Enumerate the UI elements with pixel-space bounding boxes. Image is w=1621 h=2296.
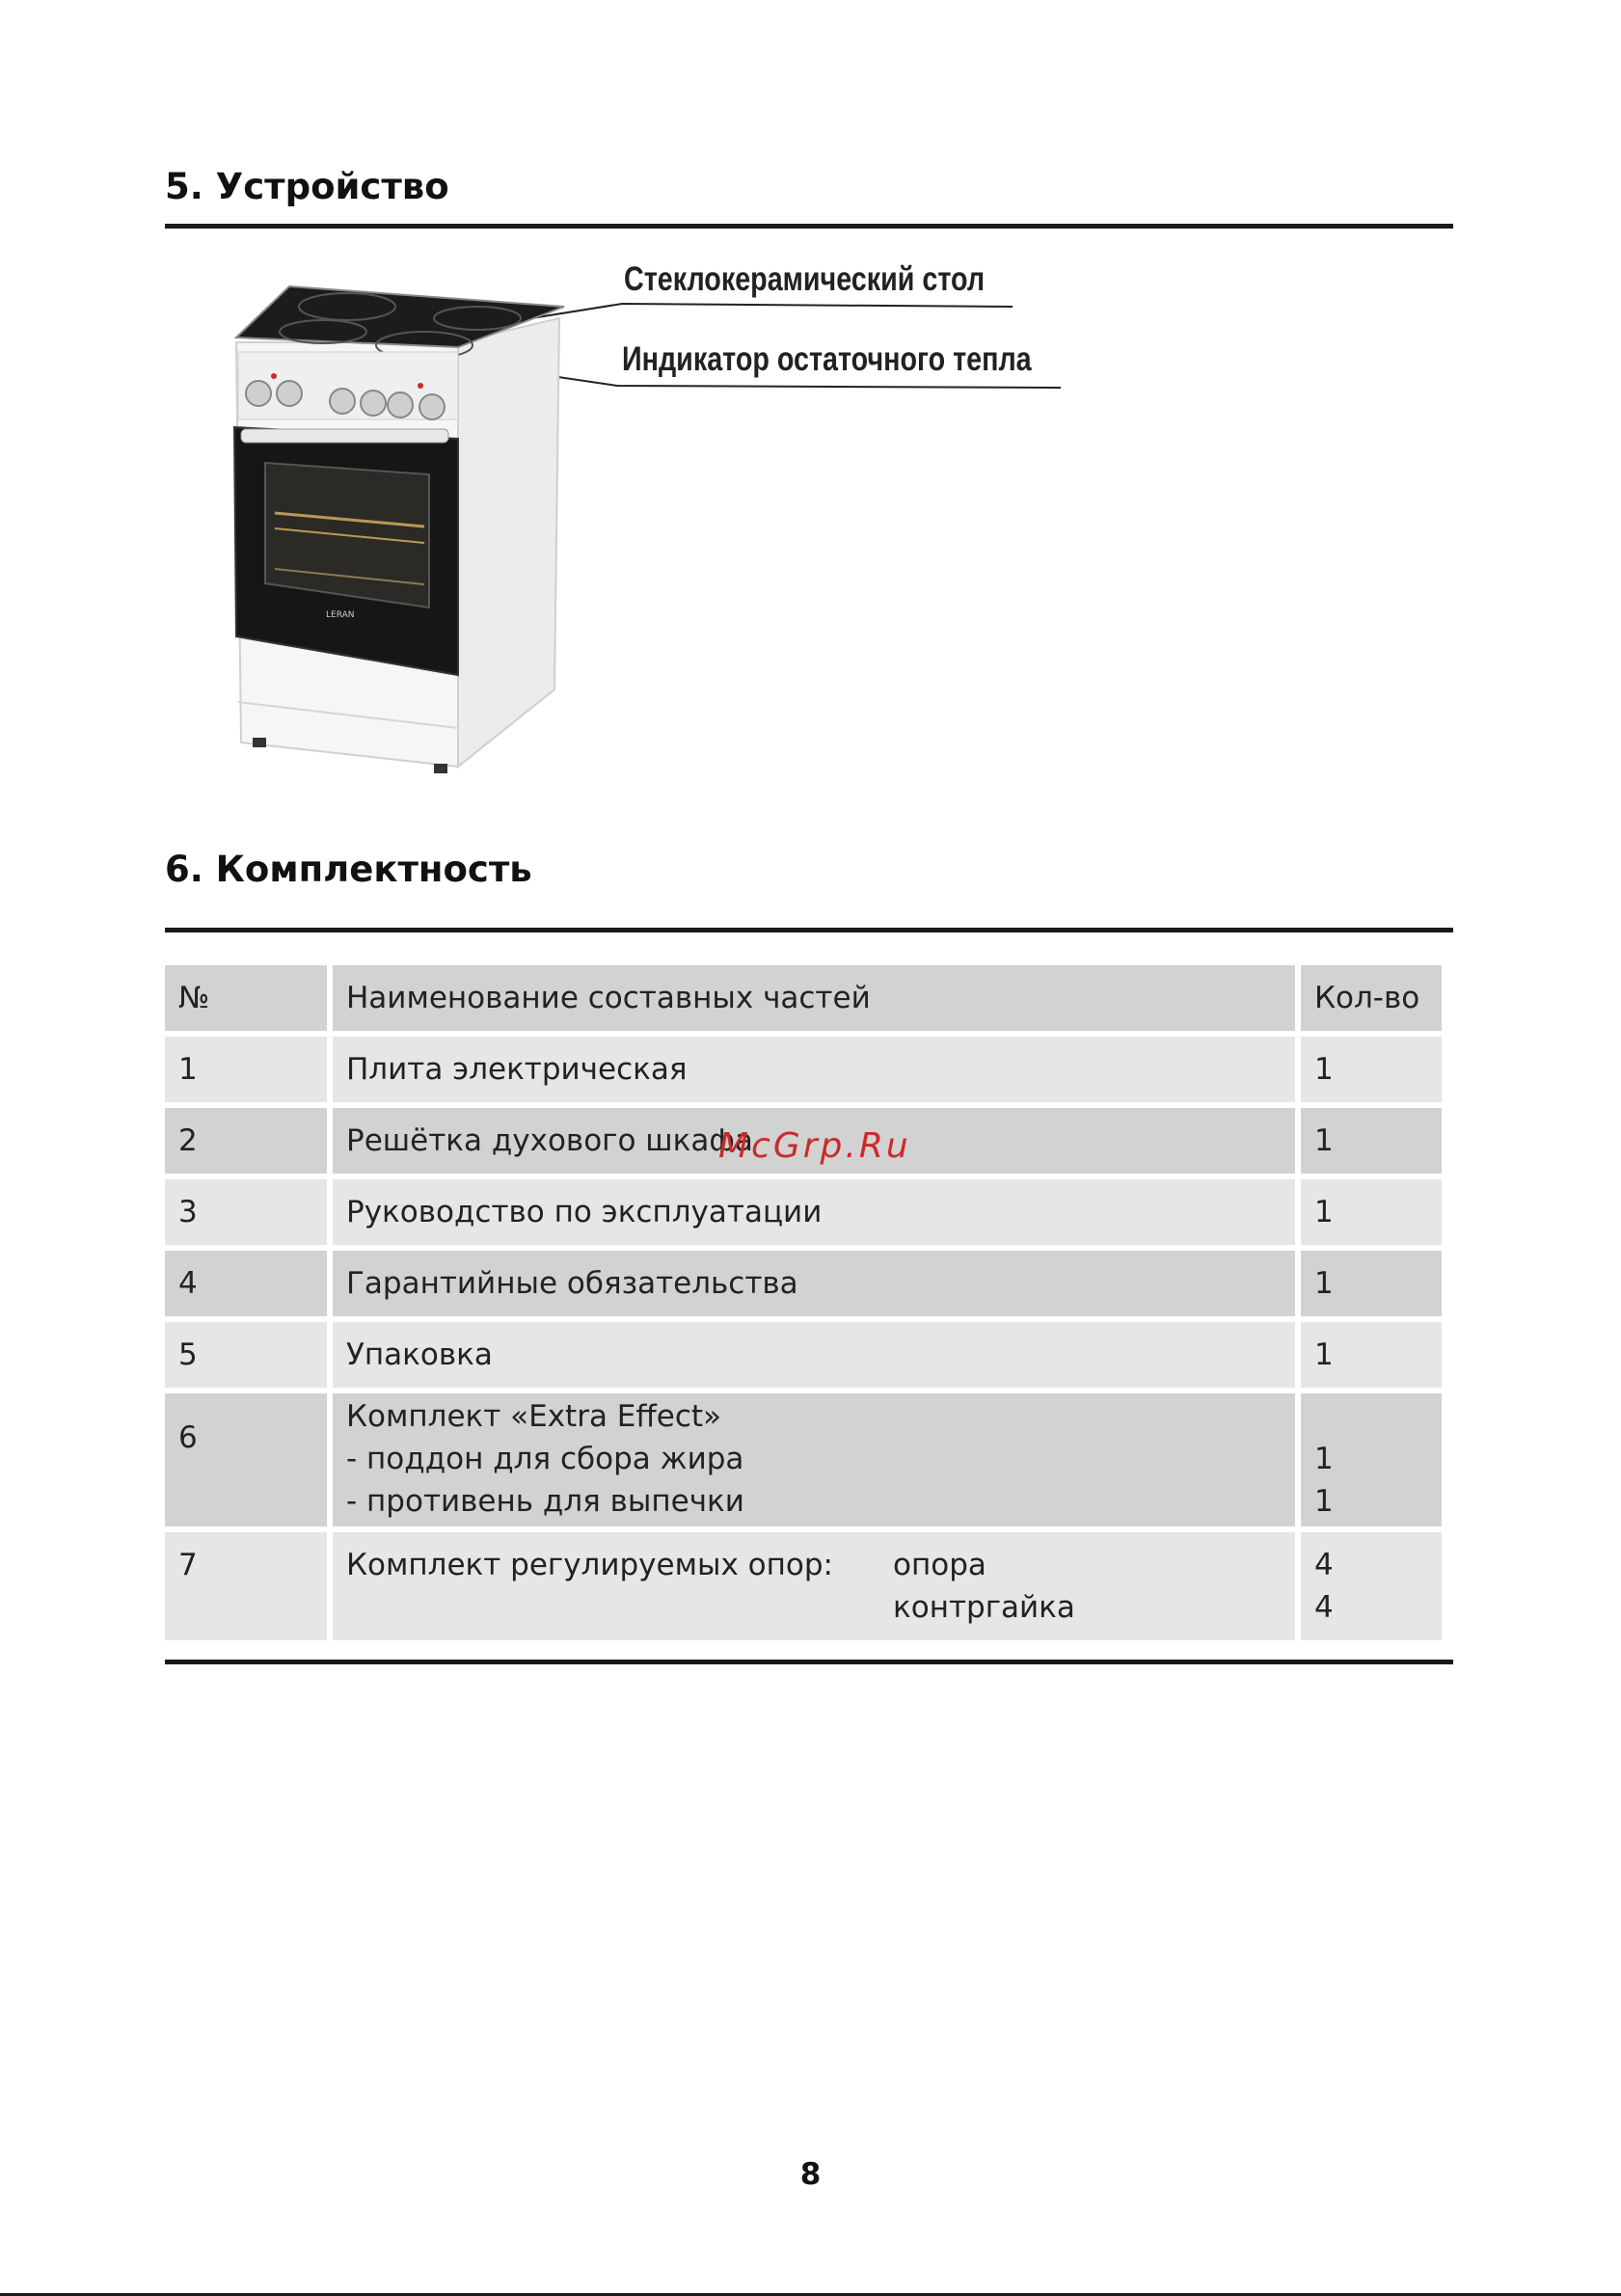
header-qty: Кол-во: [1301, 965, 1442, 1031]
row-qty: 1: [1301, 1322, 1442, 1388]
feet-kit-qty: 4: [1314, 1590, 1334, 1625]
feet-kit-name: Комплект регулируемых опор:: [346, 1548, 833, 1582]
kit-item-qty: 1: [1314, 1484, 1334, 1519]
kit-item-qty: 1: [1314, 1442, 1334, 1476]
row-name: Плита электрическая: [333, 1037, 1295, 1102]
kit-item: - поддон для сбора жира: [346, 1442, 744, 1476]
brand-logo: LERAN: [326, 610, 355, 620]
page-number: 8: [799, 2157, 822, 2192]
table-header-row: [165, 965, 1442, 1031]
row-name: [333, 1393, 1295, 1526]
header-number: №: [165, 965, 327, 1031]
callout-residual-heat-indicator: Индикатор остаточного тепла: [622, 340, 1032, 378]
heat-indicator-icon: [271, 373, 277, 379]
table-row: [165, 1532, 1442, 1640]
kit-item: - противень для выпечки: [346, 1484, 744, 1519]
row-name: Руководство по эксплуатации: [333, 1179, 1295, 1245]
row-qty: [1301, 1532, 1442, 1640]
callout-glass-ceramic-top: Стеклокерамический стол: [624, 260, 986, 298]
feet-kit-qty: 4: [1314, 1548, 1334, 1582]
section-6-title: 6. Комплектность: [165, 849, 532, 890]
section-5-title: 5. Устройство: [165, 166, 449, 207]
kit-name: Комплект «Extra Effect»: [346, 1399, 721, 1434]
row-name: [333, 1532, 1295, 1640]
row-number: 4: [165, 1251, 327, 1316]
table-row: [165, 1322, 1442, 1388]
row-number: 1: [165, 1037, 327, 1102]
feet-kit-part: контргайка: [893, 1590, 1075, 1625]
table-row: [165, 1393, 1442, 1526]
row-qty: 1: [1301, 1037, 1442, 1102]
row-number: 2: [165, 1108, 327, 1174]
callout-leader-glass: [501, 304, 1013, 323]
section-6-rule: [165, 928, 1453, 932]
row-qty: 1: [1301, 1251, 1442, 1316]
feet-kit-part: опора: [893, 1548, 986, 1582]
row-qty: 1: [1301, 1108, 1442, 1174]
header-name: Наименование составных частей: [333, 965, 1295, 1031]
row-number: 3: [165, 1179, 327, 1245]
table-bottom-rule: [165, 1660, 1453, 1664]
table-row: [165, 1251, 1442, 1316]
row-name: Гарантийные обязательства: [333, 1251, 1295, 1316]
contents-table: [159, 959, 1447, 1646]
stove-illustration: [0, 0, 1621, 800]
row-name: Решётка духового шкафа: [333, 1108, 1295, 1174]
door-handle: [241, 429, 448, 443]
table-row: [165, 1037, 1442, 1102]
row-number: 5: [165, 1322, 327, 1388]
row-number: 7: [165, 1532, 327, 1640]
row-number: 6: [165, 1393, 327, 1526]
row-qty: [1301, 1393, 1442, 1526]
watermark: McGrp.Ru: [718, 1126, 911, 1166]
row-name: Упаковка: [333, 1322, 1295, 1388]
row-qty: 1: [1301, 1179, 1442, 1245]
table-row: [165, 1179, 1442, 1245]
